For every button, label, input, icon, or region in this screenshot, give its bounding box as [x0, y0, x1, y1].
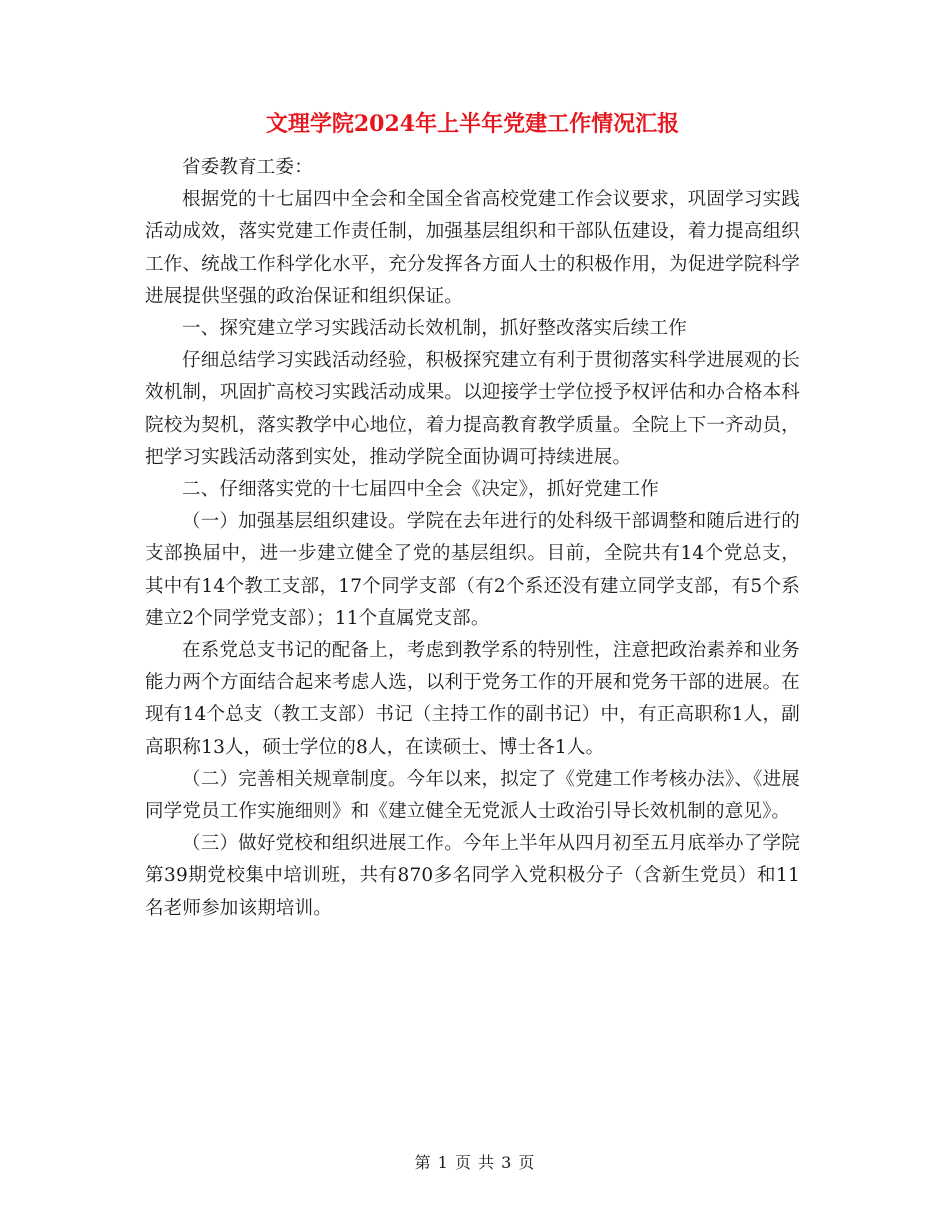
paragraph-secretaries: 在系党总支书记的配备上，考虑到教学系的特别性，注意把政治素养和业务能力两个方面结合起来考虑人选，以利于党务工作的开展和党务干部的进展。在现有14个总支（教工支部）书记（主持工作的副书记）中，有正高职称1人，副高职称13人，硕士学位的8人，在读硕士、博士各1人。: [145, 640, 800, 758]
document-page: [145, 108, 800, 925]
paragraph-intro: 根据党的十七届四中全会和全国全省高校党建工作会议要求，巩固学习实践活动成效，落实党建工作责任制，加强基层组织和干部队伍建设，着力提高组织工作、统战工作科学化水平，充分发挥各方面人士的积极作用，为促进学院科学进展提供坚强的政治保证和组织保证。: [145, 189, 800, 307]
paragraph-section-1: 仔细总结学习实践活动经验，积极探究建立有利于贯彻落实科学进展观的长效机制，巩固扩高校习实践活动成果。以迎接学士学位授予权评估和办合格本科院校为契机，落实教学中心地位，着力提高教育教学质量。全院上下一齐动员，把学习实践活动落到实处，推动学院全面协调可持续进展。: [145, 350, 800, 468]
salutation: 省委教育工委：: [182, 157, 313, 178]
paragraph-subsection-3: （三）做好党校和组织进展工作。今年上半年从四月初至五月底举办了学院第39期党校集中培训班，共有870多名同学入党积极分子（含新生党员）和11名老师参加该期培训。: [145, 833, 800, 919]
document-title: 文理学院2024年上半年党建工作情况汇报: [265, 111, 680, 137]
section-heading-1: 一、探究建立学习实践活动长效机制，抓好整改落实后续工作: [182, 318, 687, 340]
page-number-footer: 第 1 页 共 3 页: [414, 1153, 536, 1172]
paragraph-subsection-1: （一）加强基层组织建设。学院在去年进行的处科级干部调整和随后进行的支部换届中，进一步建立健全了党的基层组织。目前，全院共有14个党总支，其中有14个教工支部，17个同学支部（有2个系还没有建立同学支部，有5个系建立2个同学党支部）；11个直属党支部。: [145, 511, 800, 629]
paragraph-subsection-2: （二）完善相关规章制度。今年以来，拟定了《党建工作考核办法》、《进展同学党员工作实施细则》和《建立健全无党派人士政治引导长效机制的意见》。: [145, 768, 800, 823]
section-heading-2: 二、仔细落实党的十七届四中全会《决定》，抓好党建工作: [182, 479, 659, 501]
